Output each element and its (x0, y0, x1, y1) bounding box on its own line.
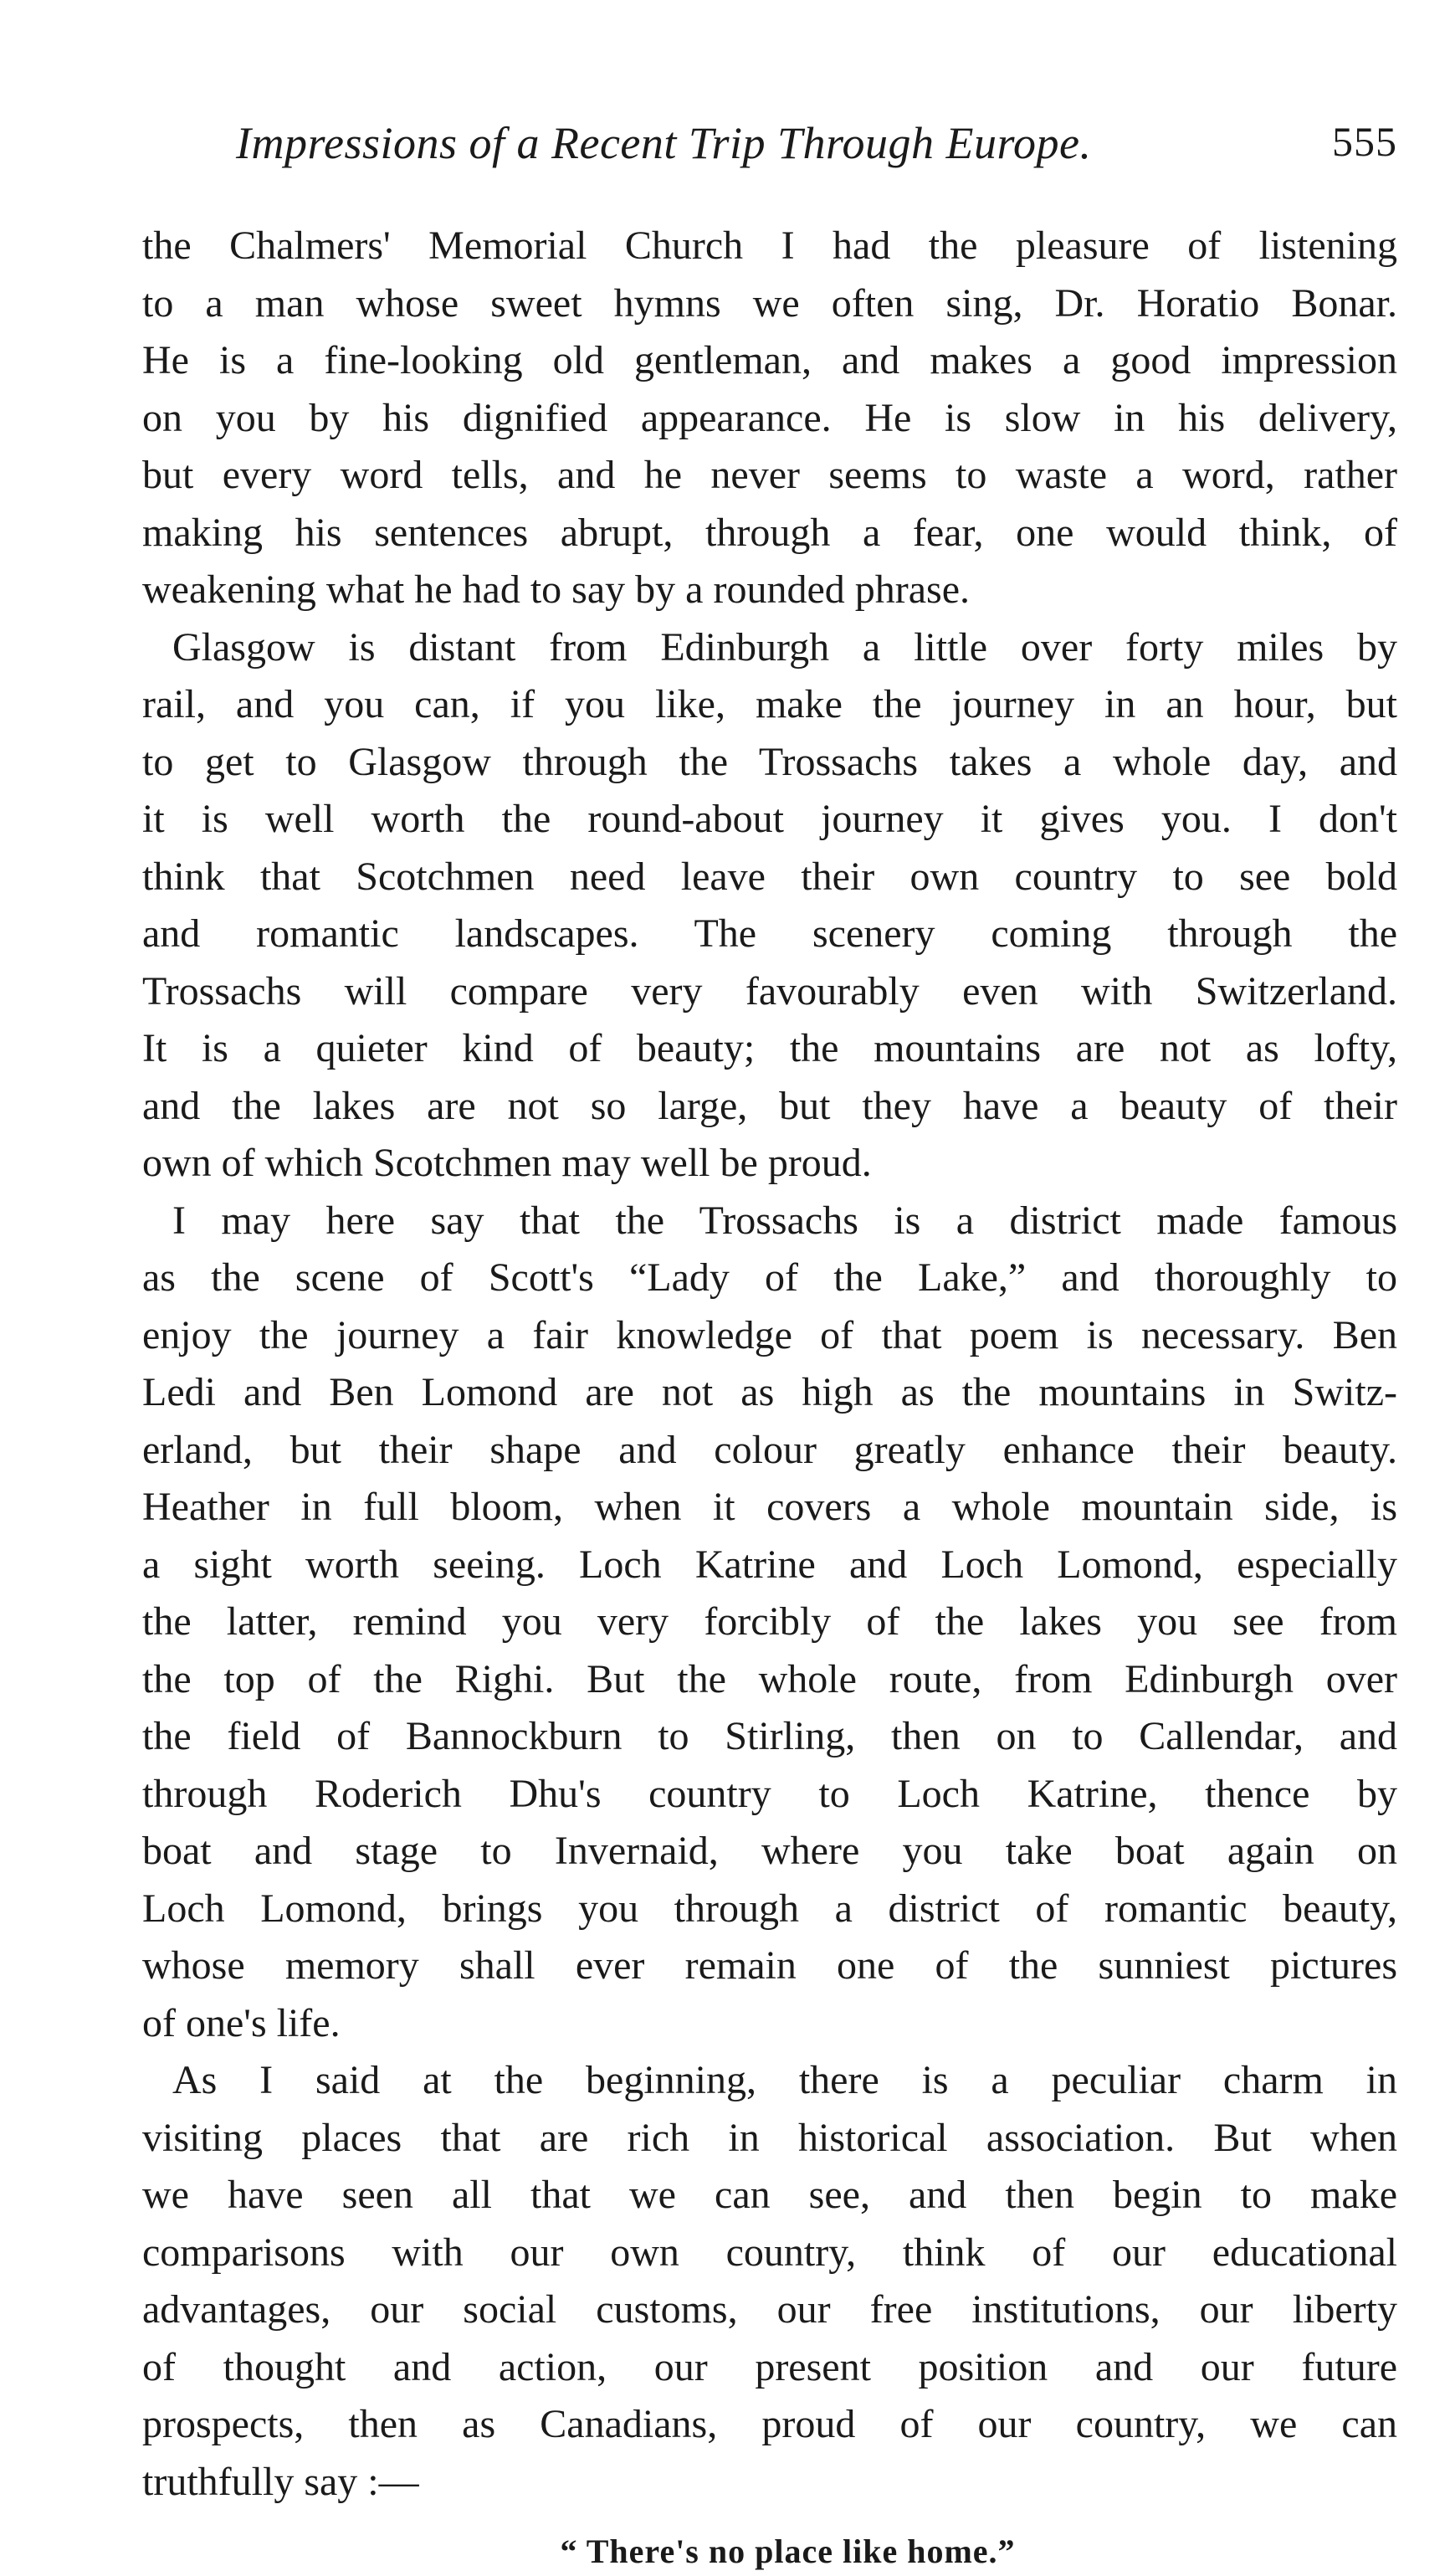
text-line: on you by his dignified appearance. He is slow in his delivery, (142, 395, 1397, 440)
text-line: and the lakes are not so large, but they have a beauty of their (142, 1083, 1397, 1128)
running-head (142, 117, 1422, 184)
text-line: whose memory shall ever remain one of the sunniest pictures (142, 1943, 1397, 1988)
text-line: Glasgow is distant from Edinburgh a little over forty miles by (172, 624, 1397, 670)
text-line: truthfully say :— (142, 2459, 419, 2504)
text-line: visiting places that are rich in historical association. But when (142, 2115, 1397, 2160)
text-line: think that Scotchmen need leave their own country to see bold (142, 854, 1397, 899)
text-line: advantages, our social customs, our free institutions, our liberty (142, 2287, 1397, 2332)
text-line: As I said at the beginning, there is a peculiar charm in (172, 2058, 1397, 2102)
text-line: weakening what he had to say by a rounded phrase. (142, 567, 971, 612)
body-text (142, 218, 1397, 2511)
text-line: of thought and action, our present position and our future (142, 2344, 1397, 2389)
text-line: the latter, remind you very forcibly of the lakes you see from (142, 1599, 1397, 1644)
text-line: Trossachs will compare very favourably even with Switzerland. (142, 968, 1397, 1013)
text-line: making his sentences abrupt, through a fear, one would think, of (142, 510, 1397, 555)
text-line: to get to Glasgow through the Trossachs takes a whole day, and (142, 739, 1397, 784)
text-line: the Chalmers' Memorial Church I had the pleasure of listening (142, 223, 1397, 268)
text-line: prospects, then as Canadians, proud of our country, we can (142, 2402, 1397, 2446)
text-line: boat and stage to Invernaid, where you take boat again on (142, 1829, 1397, 1873)
text-line: I may here say that the Trossachs is a district made famous (172, 1198, 1397, 1243)
text-line: as the scene of Scott's “Lady of the Lake,” and thoroughly to (142, 1255, 1397, 1300)
text-line: the field of Bannockburn to Stirling, then on to Callendar, and (142, 1714, 1397, 1758)
text-line: the top of the Righi. But the whole route, from Edinburgh over (142, 1656, 1397, 1701)
text-line: He is a fine-looking old gentleman, and makes a good impression (142, 338, 1397, 382)
text-line: a sight worth seeing. Loch Katrine and Loch Lomond, especially (142, 1542, 1397, 1587)
text-line: but every word tells, and he never seems to waste a word, rather (142, 453, 1397, 497)
text-line: Loch Lomond, brings you through a district of romantic beauty, (142, 1886, 1397, 1931)
closing-quote: “ There's no place like home.” (560, 2532, 1016, 2570)
text-line: through Roderich Dhu's country to Loch Katrine, thence by (142, 1771, 1397, 1816)
paragraph (142, 2052, 1397, 2511)
text-line: to a man whose sweet hymns we often sing, Dr. Horatio Bonar. (142, 280, 1397, 326)
text-line: it is well worth the round-about journey it gives you. I don't (142, 797, 1397, 841)
paragraph (142, 1193, 1397, 2053)
text-line: of one's life. (142, 2000, 341, 2045)
text-line: erland, but their shape and colour greatly enhance their beauty. (142, 1427, 1397, 1472)
paragraph (142, 619, 1397, 1193)
text-line: we have seen all that we can see, and then begin to make (142, 2173, 1397, 2217)
text-line: comparisons with our own country, think of our educational (142, 2230, 1397, 2275)
paragraph (142, 218, 1397, 619)
page-number: 555 (1332, 118, 1397, 165)
text-line: own of which Scotchmen may well be proud. (142, 1141, 872, 1185)
text-line: Ledi and Ben Lomond are not as high as the mountains in Switz- (142, 1370, 1397, 1414)
text-line: It is a quieter kind of beauty; the mountains are not as lofty, (142, 1026, 1397, 1070)
text-line: rail, and you can, if you like, make the journey in an hour, but (142, 682, 1397, 726)
text-line: and romantic landscapes. The scenery coming through the (142, 911, 1397, 956)
text-line: enjoy the journey a fair knowledge of that poem is necessary. Ben (142, 1312, 1397, 1357)
text-line: Heather in full bloom, when it covers a whole mountain side, is (142, 1485, 1397, 1529)
running-title: Impressions of a Recent Trip Through Europe. (236, 118, 1092, 168)
